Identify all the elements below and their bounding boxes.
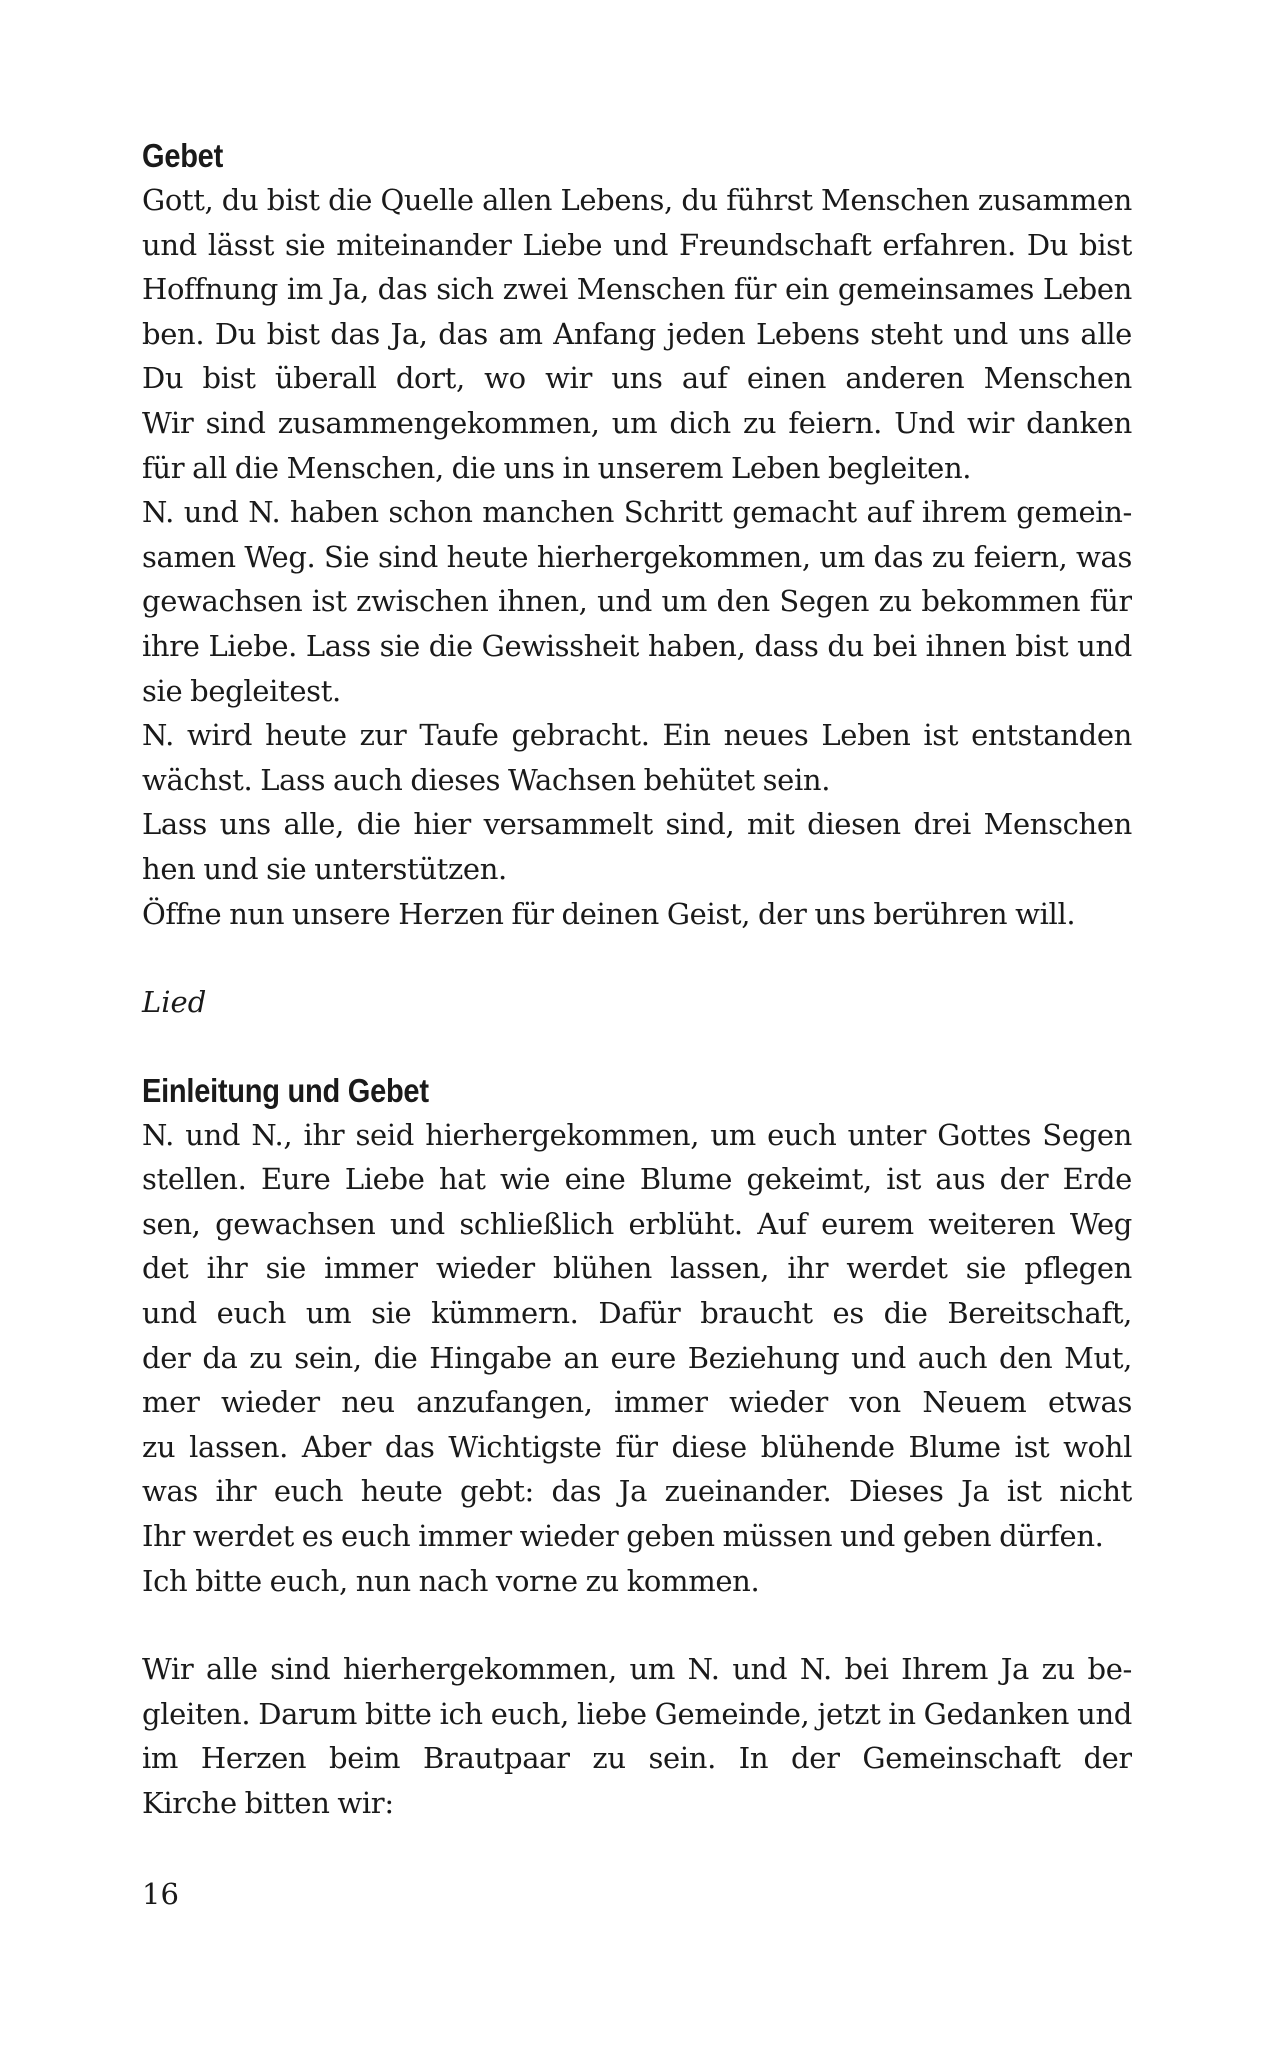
- text-line: Du bist überall dort, wo wir uns auf einen anderen Menschen: [142, 361, 1132, 396]
- text-line: N. und N. haben schon manchen Schritt gemacht auf ihrem gemein-: [142, 495, 1132, 530]
- text-line: und euch um sie kümmern. Dafür braucht es die Bereitschaft,: [142, 1296, 1132, 1331]
- text-line: was ihr euch heute gebt: das Ja zueinander. Dieses Ja ist nicht: [142, 1474, 1132, 1509]
- text-line: Wir sind zusammengekommen, um dich zu feiern. Und wir danken: [142, 405, 1132, 440]
- spacer: [142, 1603, 1142, 1647]
- text-line: Ich bitte euch, nun nach vorne zu kommen.: [142, 1563, 760, 1598]
- lied-label: Lied: [142, 985, 207, 1020]
- text-line: für all die Menschen, die uns in unserem Leben begleiten.: [142, 450, 972, 485]
- text-line: Kirche bitten wir:: [142, 1786, 394, 1820]
- text-line: ben. Du bist das Ja, das am Anfang jeden Lebens steht und uns alle: [142, 316, 1132, 351]
- text-line: det ihr sie immer wieder blühen lassen, ihr werdet sie pflegen: [142, 1251, 1132, 1286]
- text-line: der da zu sein, die Hingabe an eure Beziehung und auch den Mut,: [142, 1340, 1132, 1375]
- text-line: Ihr werdet es euch immer wieder geben müssen und geben dürfen.: [142, 1519, 1104, 1554]
- section-heading-einleitung: Einleitung und Gebet: [142, 1071, 429, 1109]
- spacer: [142, 936, 1142, 980]
- text-line: sen, gewachsen und schließlich erblüht. Auf eurem weiteren Weg: [142, 1206, 1132, 1241]
- page-content: [142, 134, 1142, 1826]
- text-line: samen Weg. Sie sind heute hierhergekommen, um das zu feiern, was: [142, 539, 1132, 574]
- text-line: wächst. Lass auch dieses Wachsen behütet sein.: [142, 762, 831, 797]
- text-line: Hoffnung im Ja, das sich zwei Menschen für ein gemeinsames Leben: [142, 272, 1132, 307]
- text-line: stellen. Eure Liebe hat wie eine Blume gekeimt, ist aus der Erde: [142, 1162, 1132, 1197]
- text-line: und lässt sie miteinander Liebe und Freundschaft erfahren. Du bist: [142, 227, 1132, 262]
- text-line: N. wird heute zur Taufe gebracht. Ein neues Leben ist entstanden: [142, 718, 1132, 753]
- text-line: hen und sie unterstützen.: [142, 851, 507, 886]
- page-number: 16: [142, 1877, 179, 1911]
- text-line: Gott, du bist die Quelle allen Lebens, du führst Menschen zusammen: [142, 183, 1132, 217]
- text-line: zu lassen. Aber das Wichtigste für diese blühende Blume ist wohl: [142, 1429, 1132, 1464]
- text-line: gewachsen ist zwischen ihnen, und um den Segen zu bekommen für: [142, 584, 1132, 619]
- text-line: gleiten. Darum bitte ich euch, liebe Gemeinde, jetzt in Gedanken und: [142, 1696, 1132, 1731]
- text-line: sie begleitest.: [142, 673, 341, 708]
- congregation-paragraph: [142, 1647, 1142, 1825]
- text-line: N. und N., ihr seid hierhergekommen, um euch unter Gottes Segen: [142, 1117, 1132, 1152]
- text-line: ihre Liebe. Lass sie die Gewissheit haben, dass du bei ihnen bist und: [142, 628, 1132, 663]
- text-line: mer wieder neu anzufangen, immer wieder von Neuem etwas: [142, 1385, 1132, 1420]
- spacer: [142, 1025, 1142, 1069]
- prayer-text: [142, 178, 1142, 936]
- introduction-paragraph: [142, 1113, 1142, 1604]
- section-heading-gebet: Gebet: [142, 137, 223, 174]
- text-line: Öffne nun unsere Herzen für deinen Geist, der uns berühren will.: [142, 896, 1076, 931]
- text-line: Wir alle sind hierhergekommen, um N. und N. bei Ihrem Ja zu be-: [142, 1652, 1132, 1687]
- text-line: Lass uns alle, die hier versammelt sind, mit diesen drei Menschen: [142, 807, 1132, 842]
- text-line: im Herzen beim Brautpaar zu sein. In der Gemeinschaft der: [142, 1741, 1132, 1776]
